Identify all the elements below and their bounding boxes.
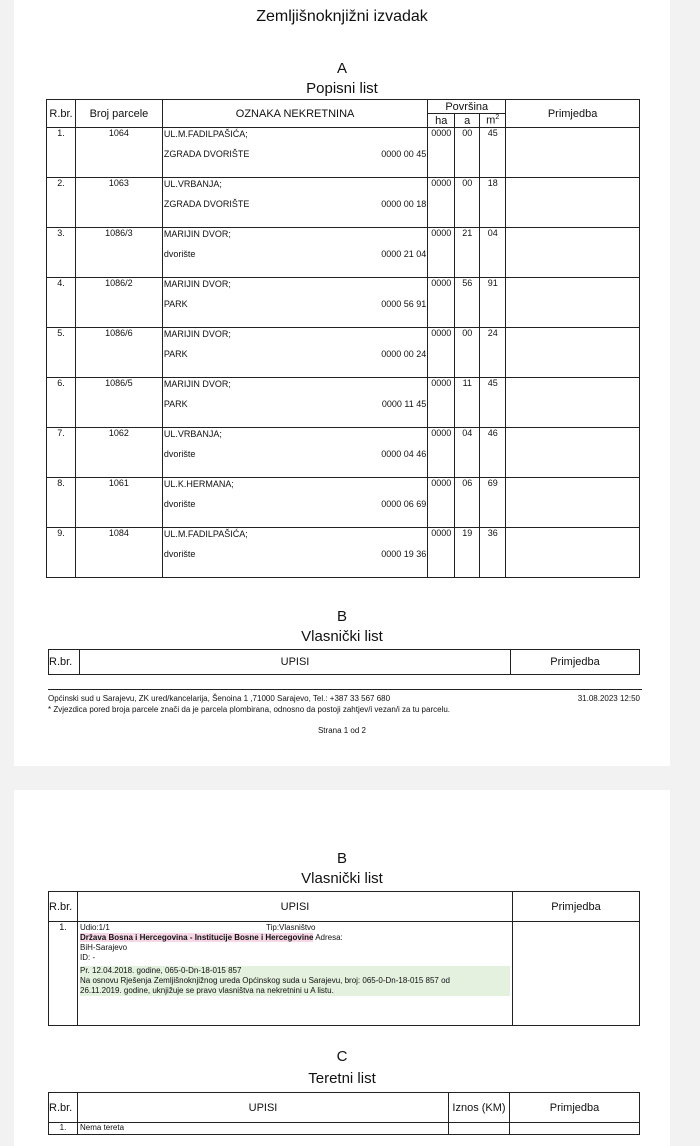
- section-a-title: Popisni list: [306, 80, 378, 97]
- col-rbr: R.br.: [49, 1093, 78, 1123]
- row-oznaka: [162, 178, 427, 228]
- udio: Udio:1/1: [80, 923, 110, 932]
- row-type: PARK: [163, 349, 188, 359]
- table-row: [47, 328, 640, 378]
- row-street: UL.VRBANJA;: [163, 429, 222, 439]
- row-oznaka: [162, 278, 427, 328]
- col-rbr: R.br.: [47, 100, 76, 128]
- col-a: a: [455, 114, 480, 128]
- document-title: Zemljišnoknjižni izvadak: [256, 8, 428, 25]
- row-a: 00: [455, 128, 480, 178]
- row-broj-parcele: 1064: [75, 128, 162, 178]
- row-m2: 24: [480, 328, 506, 378]
- table-row: [47, 378, 640, 428]
- row-total: 0000 00 24: [381, 349, 427, 359]
- row-rbr: 3.: [47, 228, 76, 278]
- row-oznaka: [162, 128, 427, 178]
- row-ha: 0000: [428, 328, 455, 378]
- col-primjedba: Primjedba: [513, 892, 640, 922]
- row-total: 0000 56 91: [381, 299, 427, 309]
- row-ha: 0000: [428, 178, 455, 228]
- footer-court: Općinski sud u Sarajevu, ZK ured/kancelarija, Šenoina 1 ,71000 Sarajevo, Tel.: +387 33 567 680: [48, 694, 391, 703]
- row-ha: 0000: [428, 478, 455, 528]
- page-number: Strana 1 od 2: [317, 726, 367, 735]
- row-rbr: 2.: [47, 178, 76, 228]
- row-primjedba: [506, 428, 640, 478]
- col-broj-parcele: Broj parcele: [75, 100, 162, 128]
- row-ha: 0000: [428, 278, 455, 328]
- section-b-title: Vlasnički list: [301, 870, 383, 887]
- row-broj-parcele: 1086/5: [75, 378, 162, 428]
- row-oznaka: [162, 378, 427, 428]
- owner-id: ID: -: [80, 953, 96, 962]
- row-total: 0000 04 46: [381, 449, 427, 459]
- row-m2: 36: [480, 528, 506, 578]
- row-street: MARIJIN DVOR;: [163, 379, 231, 389]
- row-iznos: [449, 1123, 510, 1135]
- row-a: 21: [455, 228, 480, 278]
- table-row: [47, 528, 640, 578]
- row-primjedba: [510, 1123, 640, 1135]
- section-c-letter: C: [336, 1048, 348, 1065]
- row-type: PARK: [163, 299, 188, 309]
- row-street: UL.M.FADILPAŠIĆA;: [163, 529, 248, 539]
- row-primjedba: [506, 278, 640, 328]
- row-oznaka: [162, 228, 427, 278]
- row-rbr: 4.: [47, 278, 76, 328]
- row-primjedba: [506, 378, 640, 428]
- teretni-list-table: [48, 1092, 640, 1135]
- row-a: 04: [455, 428, 480, 478]
- row-type: dvorište: [163, 549, 196, 559]
- row-oznaka: [162, 478, 427, 528]
- row-a: 06: [455, 478, 480, 528]
- footer-divider: [48, 689, 642, 690]
- row-primjedba: [513, 922, 640, 1026]
- row-street: MARIJIN DVOR;: [163, 329, 231, 339]
- row-oznaka: [162, 328, 427, 378]
- row-a: 56: [455, 278, 480, 328]
- owner-adresa: Adresa:: [315, 933, 343, 942]
- footer-note: * Zvjezdica pored broja parcele znači da je parcela plombirana, odnosno da postoji zahtjev/i vezan/i za tu parcelu.: [48, 705, 451, 714]
- owner-name: Država Bosna i Hercegovina - Institucije Bosne i Hercegovine: [80, 933, 314, 942]
- table-row: [47, 278, 640, 328]
- table-row: [49, 922, 640, 1026]
- col-primjedba: Primjedba: [510, 1093, 640, 1123]
- col-upisi: UPISI: [80, 650, 511, 675]
- section-b-letter: B: [336, 850, 347, 867]
- row-upis: Nema tereta: [78, 1123, 449, 1135]
- row-a: 00: [455, 328, 480, 378]
- row-a: 11: [455, 378, 480, 428]
- document-page-2: [14, 790, 670, 1146]
- section-a-letter: A: [336, 60, 347, 77]
- section-b-title: Vlasnički list: [301, 628, 383, 645]
- col-primjedba: Primjedba: [511, 650, 640, 675]
- row-total: 0000 06 69: [381, 499, 427, 509]
- table-row: [47, 428, 640, 478]
- vlasnicki-list-table: [48, 891, 640, 1026]
- row-street: UL.K.HERMANA;: [163, 479, 234, 489]
- row-rbr: 7.: [47, 428, 76, 478]
- row-broj-parcele: 1062: [75, 428, 162, 478]
- table-row: [49, 1123, 640, 1135]
- col-iznos: Iznos (KM): [449, 1093, 510, 1123]
- row-oznaka: [162, 428, 427, 478]
- row-type: dvorište: [163, 249, 196, 259]
- table-row: [47, 178, 640, 228]
- col-oznaka: OZNAKA NEKRETNINA: [162, 100, 427, 128]
- row-ha: 0000: [428, 378, 455, 428]
- row-broj-parcele: 1086/2: [75, 278, 162, 328]
- col-m2: $m^2$: [480, 114, 506, 128]
- entry-pr: Pr. 12.04.2018. godine, 065-0-Dn-18-015 857: [80, 966, 242, 975]
- row-rbr: 5.: [47, 328, 76, 378]
- row-ha: 0000: [428, 128, 455, 178]
- row-rbr: 6.: [47, 378, 76, 428]
- row-rbr: 1.: [47, 128, 76, 178]
- col-primjedba: Primjedba: [506, 100, 640, 128]
- col-upisi: UPISI: [78, 892, 513, 922]
- owner-place: BiH-Sarajevo: [80, 943, 128, 952]
- row-total: 0000 21 04: [381, 249, 427, 259]
- row-street: UL.M.FADILPAŠIĆA;: [163, 129, 248, 139]
- table-row: [47, 128, 640, 178]
- row-street: MARIJIN DVOR;: [163, 229, 231, 239]
- entry-line2: 26.11.2019. godine, uknjižuje se pravo vlasništva na nekretnini u A listu.: [80, 986, 334, 995]
- row-a: 00: [455, 178, 480, 228]
- table-row: [47, 228, 640, 278]
- col-upisi: UPISI: [78, 1093, 449, 1123]
- popisni-list-table: [46, 99, 640, 578]
- row-rbr: 1.: [49, 1123, 78, 1135]
- row-m2: 04: [480, 228, 506, 278]
- col-rbr: R.br.: [49, 892, 78, 922]
- row-m2: 45: [480, 378, 506, 428]
- row-m2: 91: [480, 278, 506, 328]
- row-broj-parcele: 1086/3: [75, 228, 162, 278]
- row-m2: 69: [480, 478, 506, 528]
- row-ha: 0000: [428, 528, 455, 578]
- row-street: MARIJIN DVOR;: [163, 279, 231, 289]
- row-broj-parcele: 1063: [75, 178, 162, 228]
- row-m2: 18: [480, 178, 506, 228]
- table-row: [47, 478, 640, 528]
- owner-entry: [78, 922, 513, 1026]
- row-street: UL.VRBANJA;: [163, 179, 222, 189]
- col-rbr: R.br.: [49, 650, 80, 675]
- entry-line1: Na osnovu Rješenja Zemljišnoknjižnog ureda Općinskog suda u Sarajevu, broj: 065-0-Dn-18-015 857 od: [80, 976, 450, 985]
- col-ha: ha: [428, 114, 455, 128]
- row-primjedba: [506, 128, 640, 178]
- row-total: 0000 00 45: [381, 149, 427, 159]
- section-b-letter: B: [336, 608, 347, 625]
- row-primjedba: [506, 478, 640, 528]
- tip: Tip:Vlasništvo: [266, 923, 316, 932]
- row-type: dvorište: [163, 449, 196, 459]
- row-type: dvorište: [163, 499, 196, 509]
- footer-datetime: 31.08.2023 12:50: [577, 694, 640, 703]
- row-broj-parcele: 1086/6: [75, 328, 162, 378]
- row-type: PARK: [163, 399, 188, 409]
- row-type: ZGRADA DVORIŠTE: [163, 199, 250, 209]
- row-ha: 0000: [428, 228, 455, 278]
- row-type: ZGRADA DVORIŠTE: [163, 149, 250, 159]
- row-ha: 0000: [428, 428, 455, 478]
- row-primjedba: [506, 228, 640, 278]
- row-rbr: 8.: [47, 478, 76, 528]
- row-broj-parcele: 1061: [75, 478, 162, 528]
- row-rbr: 1.: [49, 922, 78, 1026]
- document-page-1: [14, 0, 670, 766]
- row-primjedba: [506, 328, 640, 378]
- row-primjedba: [506, 178, 640, 228]
- row-rbr: 9.: [47, 528, 76, 578]
- row-a: 19: [455, 528, 480, 578]
- row-total: 0000 00 18: [381, 199, 427, 209]
- row-total: 0000 11 45: [381, 399, 427, 409]
- col-povrsina: Površina: [428, 100, 506, 114]
- vlasnicki-list-header-table: [48, 649, 640, 675]
- section-c-title: Teretni list: [308, 1070, 376, 1087]
- row-oznaka: [162, 528, 427, 578]
- row-broj-parcele: 1084: [75, 528, 162, 578]
- row-m2: 46: [480, 428, 506, 478]
- row-total: 0000 19 36: [381, 549, 427, 559]
- row-primjedba: [506, 528, 640, 578]
- row-m2: 45: [480, 128, 506, 178]
